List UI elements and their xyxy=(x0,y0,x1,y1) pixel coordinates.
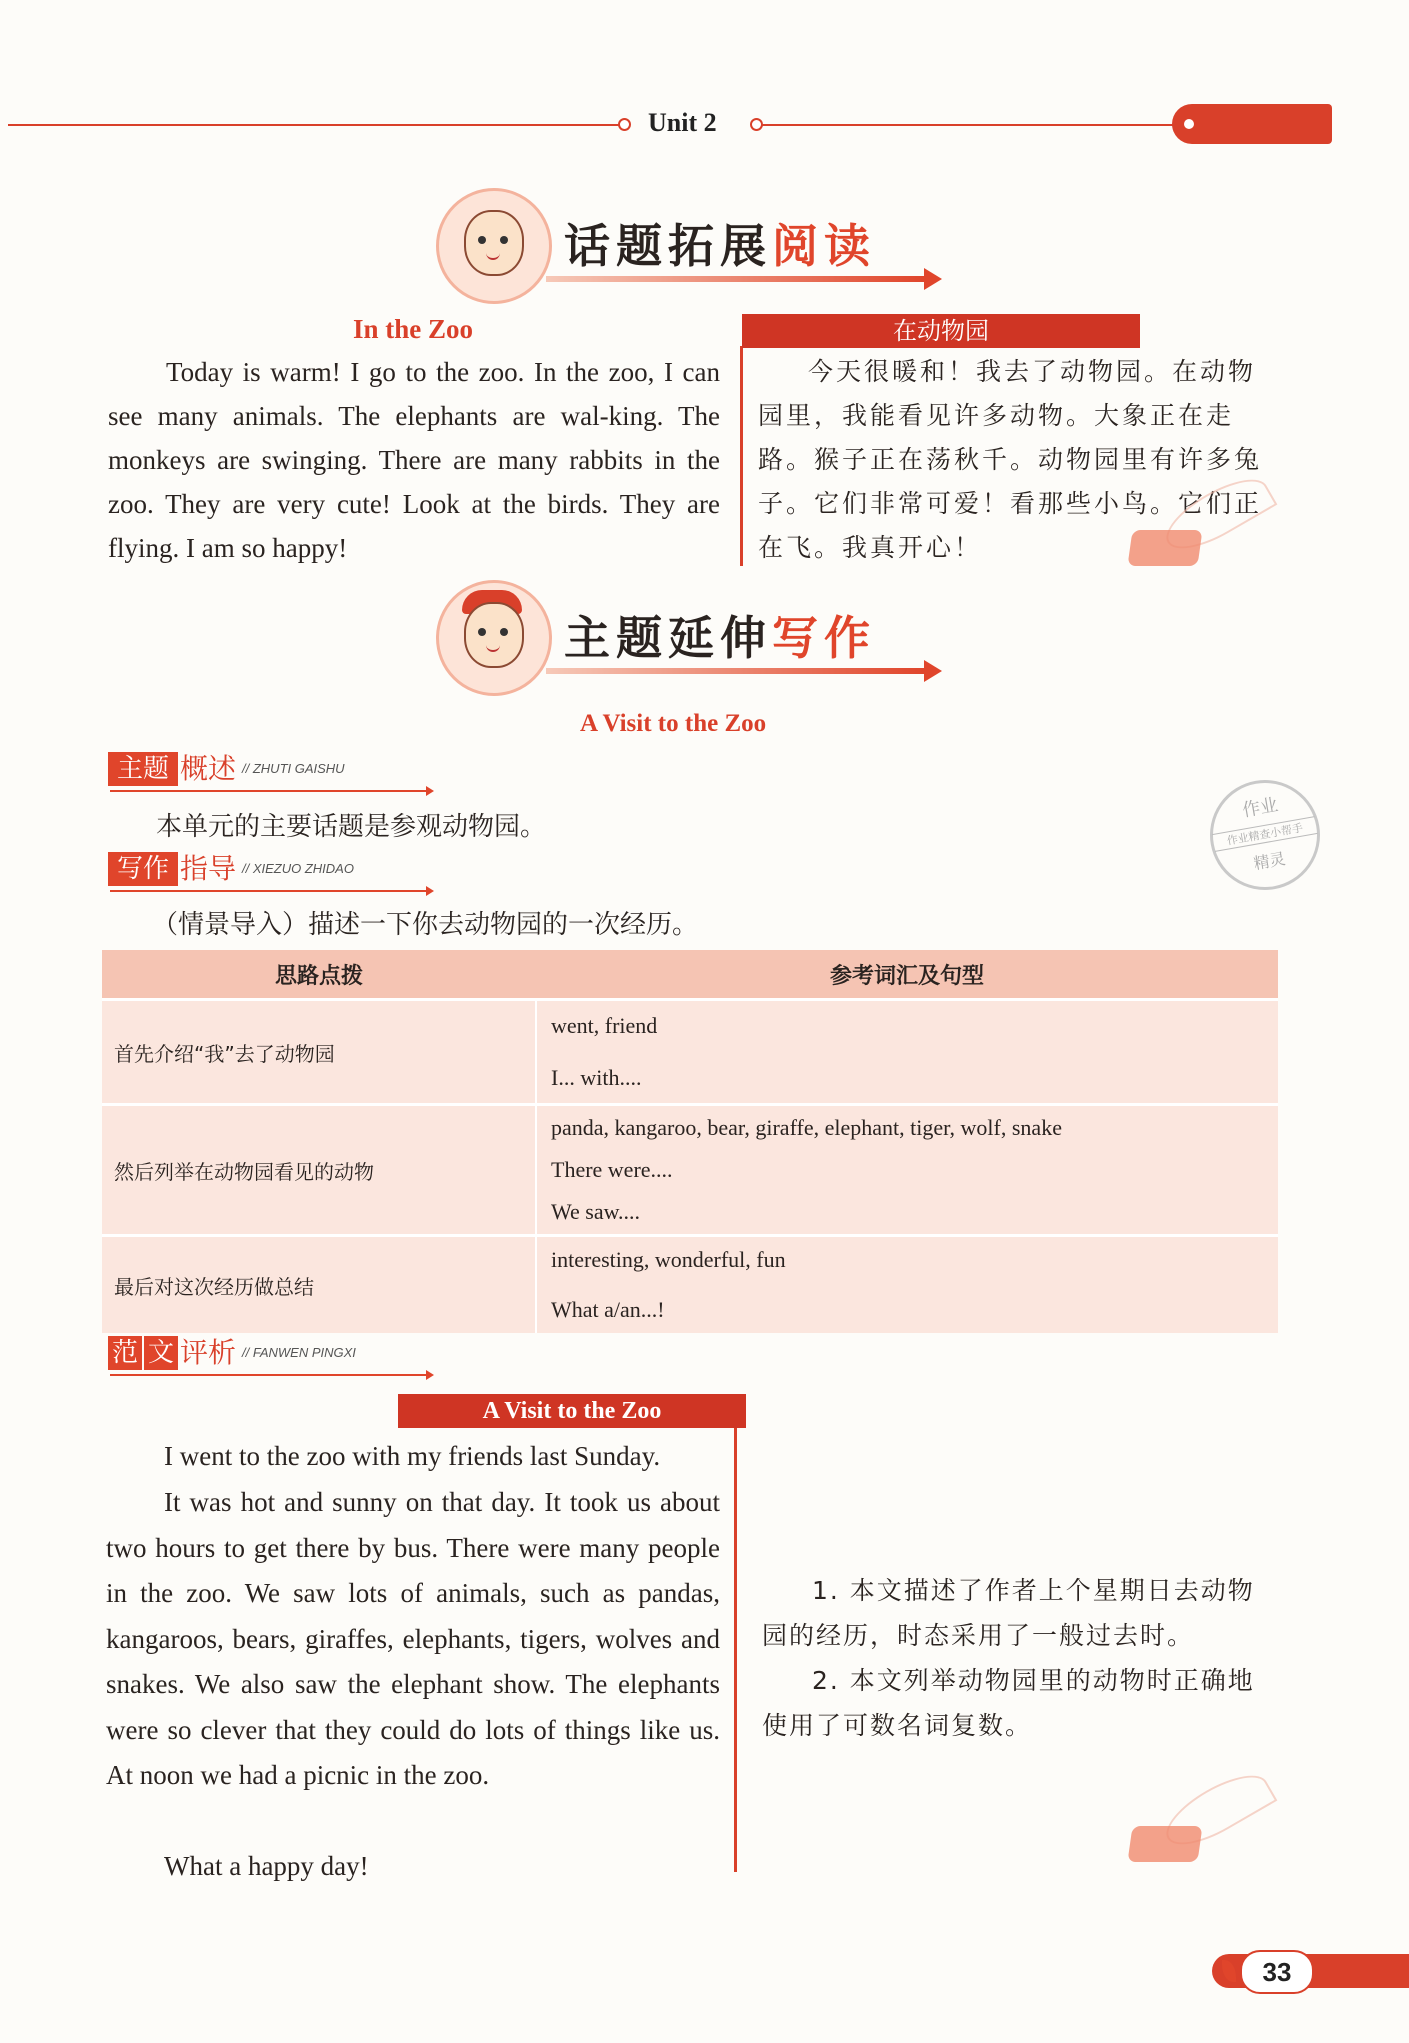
overview-heading-rest: 概述 xyxy=(180,752,237,785)
overview-heading xyxy=(108,752,345,796)
writing-banner-title: 主题延伸写作 xyxy=(564,611,876,665)
english-reading-text: Today is warm! I go to the zoo. In the zoo, I can see many animals. The elephants are wal-king. The monkeys are swinging. There are many rabbits in the zoo. They are very cute! Look at the birds. They are flying. I am so happy! xyxy=(108,357,720,563)
writing-topic-title: A Visit to the Zoo xyxy=(580,710,767,737)
ref-line: What a/an...! xyxy=(551,1297,665,1322)
reading-banner xyxy=(436,188,956,308)
boy-mascot-icon xyxy=(464,210,524,276)
guide-text: （情景导入）描述一下你去动物园的一次经历。 xyxy=(152,910,699,940)
overview-heading-box: 主题 xyxy=(108,752,178,786)
analysis-heading-box1: 范 xyxy=(108,1336,142,1370)
stamp-line3: 精灵 xyxy=(1252,848,1288,874)
girl-mascot-icon xyxy=(464,602,524,668)
ref-line: went, friend xyxy=(551,1013,658,1038)
stamp-line1: 作业 xyxy=(1240,794,1280,822)
analysis-heading xyxy=(108,1336,356,1380)
ref-line: I... with.... xyxy=(551,1065,642,1090)
page-number: 33 xyxy=(1240,1950,1314,1994)
reading-banner-title: 话题拓展阅读 xyxy=(564,219,876,273)
english-reading-title: In the Zoo xyxy=(353,314,474,344)
ref-line: We saw.... xyxy=(551,1199,641,1224)
guide-heading-rest: 指导 xyxy=(180,852,237,885)
table-header-refs: 参考词汇及句型 xyxy=(536,950,1278,1000)
header-rule-right xyxy=(762,124,1174,126)
chinese-reading-text: 今天很暖和！我去了动物园。在动物园里，我能看见许多动物。大象正在走路。猴子正在荡秋千。动物园里有许多兔子。它们非常可爱！看那些小鸟。它们正在飞。我真开心！ xyxy=(758,357,1263,562)
table-row xyxy=(102,1000,1278,1105)
analysis-heading-box2: 文 xyxy=(144,1336,178,1370)
reading-divider xyxy=(740,346,743,566)
heading-arrow-icon xyxy=(110,790,428,792)
unit-title: Unit 2 xyxy=(648,108,717,137)
ref-line: There were.... xyxy=(551,1157,673,1182)
overview-text: 本单元的主要话题是参观动物园。 xyxy=(156,812,547,842)
table-cell-tip: 首先介绍“我”去了动物园 xyxy=(102,1000,536,1105)
analysis-heading-rest: 评析 xyxy=(180,1336,237,1369)
table-cell-refs xyxy=(536,1105,1278,1236)
inkpot-decoration-icon xyxy=(1130,486,1280,566)
guide-heading xyxy=(108,852,354,896)
homework-stamp xyxy=(1201,771,1328,898)
header-tab-decoration xyxy=(1172,104,1332,144)
essay-paragraph-1: I went to the zoo with my friends last Sunday. xyxy=(164,1441,661,1471)
overview-pinyin: // ZHUTI GAISHU xyxy=(242,761,345,776)
heading-arrow-icon xyxy=(110,1374,428,1376)
sample-essay-title: A Visit to the Zoo xyxy=(398,1394,746,1428)
header-rule-left xyxy=(8,124,626,126)
table-cell-tip: 然后列举在动物园看见的动物 xyxy=(102,1105,536,1236)
essay-paragraph-2: It was hot and sunny on that day. It took us about two hours to get there by bus. There were many people in the zoo. We saw lots of animals, such as pandas, kangaroos, bears, giraffes, elephants, tigers, wolves and snakes. We also saw the elephant show. The elephants were so clever that they could do lots of things like us. At noon we had a picnic in the zoo. xyxy=(106,1487,720,1790)
chinese-reading-title: 在动物园 xyxy=(742,314,1140,348)
table-cell-tip: 最后对这次经历做总结 xyxy=(102,1236,536,1334)
essay-divider xyxy=(734,1428,737,1872)
table-cell-refs xyxy=(536,1000,1278,1105)
table-row xyxy=(102,1105,1278,1236)
heading-arrow-icon xyxy=(110,890,428,892)
writing-banner xyxy=(436,580,956,700)
banner-underline xyxy=(546,276,926,282)
table-row xyxy=(102,1236,1278,1334)
table-cell-refs xyxy=(536,1236,1278,1334)
header-dot-left xyxy=(618,118,631,131)
guide-heading-box: 写作 xyxy=(108,852,178,886)
ref-line: panda, kangaroo, bear, giraffe, elephant, tiger, wolf, snake xyxy=(551,1115,1062,1140)
table-header-row xyxy=(102,950,1278,1000)
writing-guide-table xyxy=(102,950,1278,1333)
analysis-note-2: 2. 本文列举动物园里的动物时正确地使用了可数名词复数。 xyxy=(762,1666,1255,1740)
banner-underline xyxy=(546,668,926,674)
analysis-note-1: 1. 本文描述了作者上个星期日去动物园的经历，时态采用了一般过去时。 xyxy=(762,1576,1255,1650)
ref-line: interesting, wonderful, fun xyxy=(551,1247,786,1272)
table-header-tips: 思路点拨 xyxy=(102,950,536,1000)
stamp-line2: 作业精查小帮手 xyxy=(1212,816,1318,852)
inkpot-decoration-icon xyxy=(1130,1780,1280,1862)
analysis-pinyin: // FANWEN PINGXI xyxy=(242,1345,356,1360)
guide-pinyin: // XIEZUO ZHIDAO xyxy=(242,861,354,876)
essay-paragraph-3: What a happy day! xyxy=(164,1851,369,1881)
